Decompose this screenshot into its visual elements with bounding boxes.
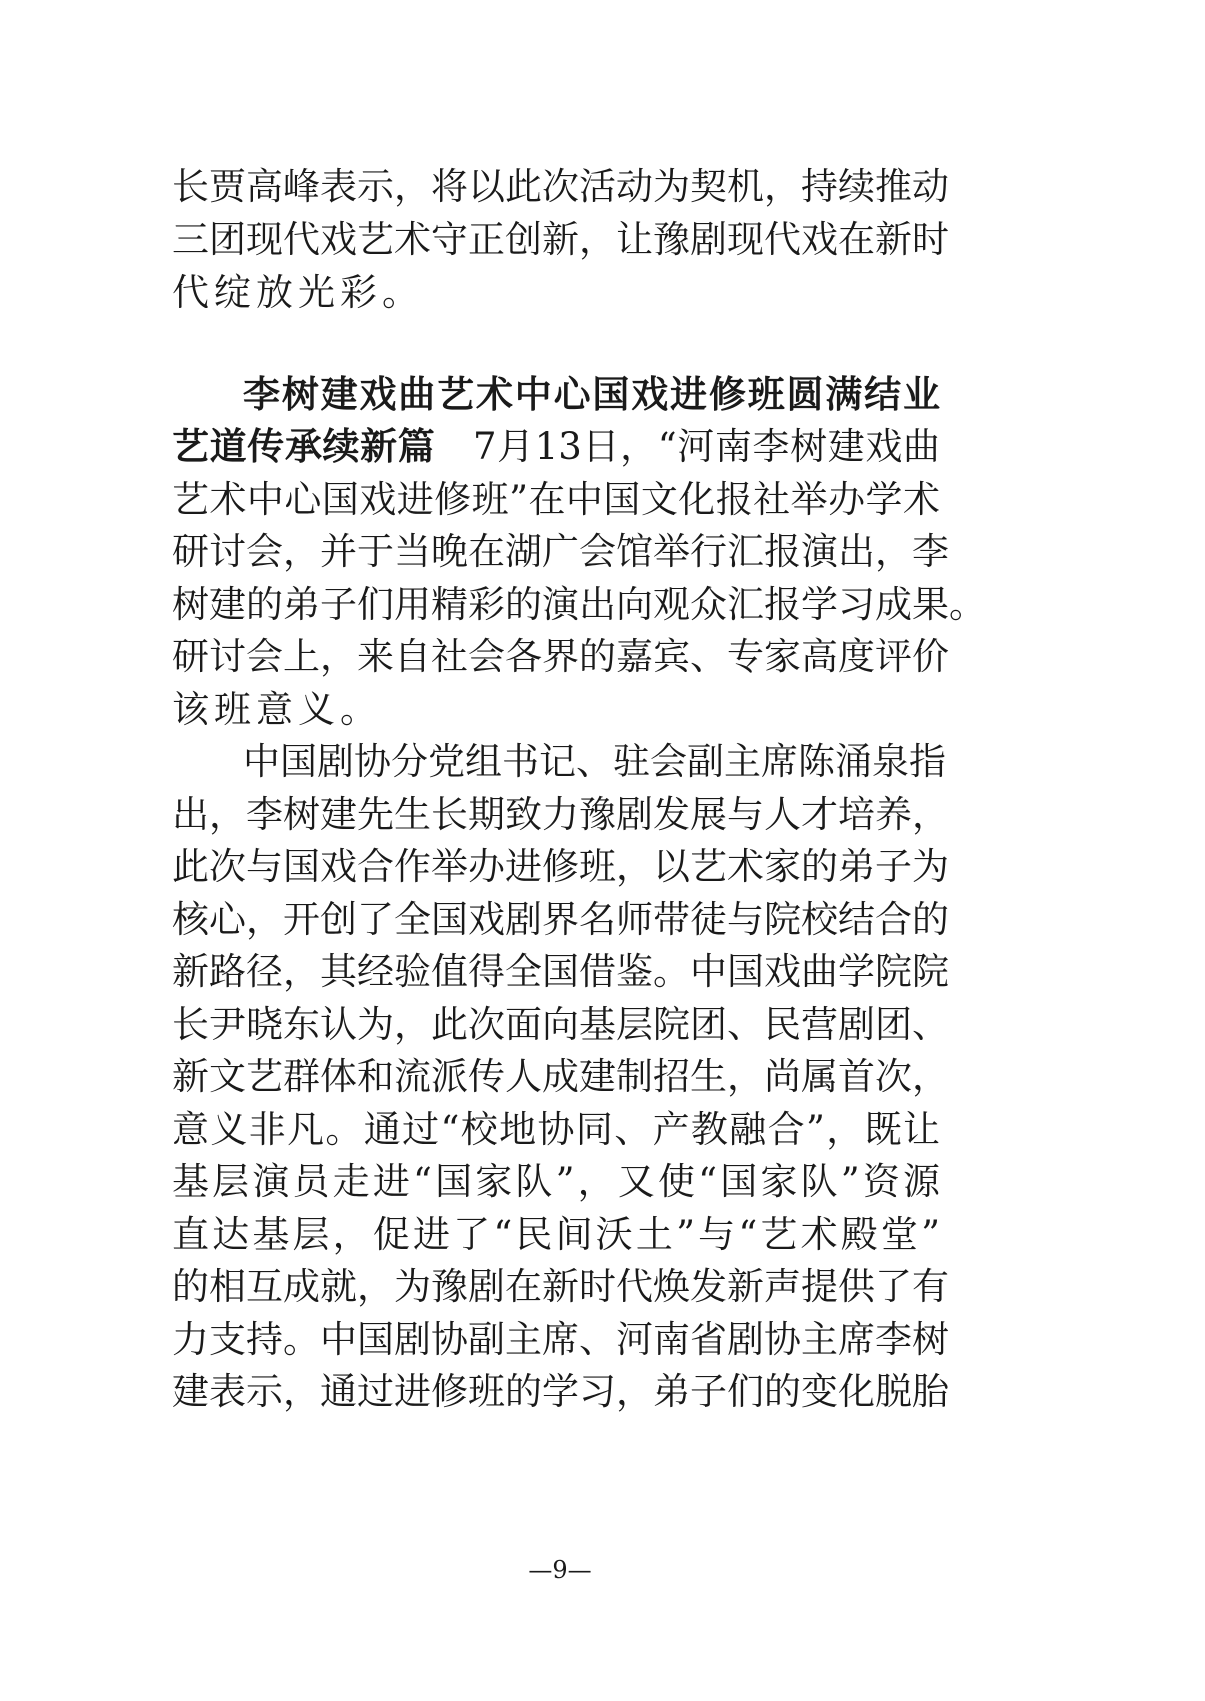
text-line: 新路径，其经验值得全国借鉴。中国戏曲学院院 xyxy=(172,950,949,993)
text-line: 中国剧协分党组书记、驻会副主席陈涌泉指 xyxy=(243,740,946,783)
text-line: 力支持。中国剧协副主席、河南省剧协主席李树 xyxy=(172,1318,949,1361)
text-line: 出，李树建先生长期致力豫剧发展与人才培养， xyxy=(172,793,949,836)
text-run: 7月13日，“河南李树建戏曲 xyxy=(435,425,940,468)
text-line: 艺术中心国戏进修班”在中国文化报社举办学术 xyxy=(172,478,940,521)
article-subheadline: 艺道传承续新篇 xyxy=(172,425,436,468)
text-line: 基层演员走进“国家队”，又使“国家队”资源 xyxy=(172,1160,940,1203)
text-line: 树建的弟子们用精彩的演出向观众汇报学习成果。 xyxy=(172,583,986,626)
text-line: 代绽放光彩。 xyxy=(172,271,424,314)
text-line: 此次与国戏合作举办进修班，以艺术家的弟子为 xyxy=(172,845,949,888)
text-line: 意义非凡。通过“校地协同、产教融合”，既让 xyxy=(172,1108,940,1151)
article-headline: 李树建戏曲艺术中心国戏进修班圆满结业 xyxy=(243,373,940,416)
text-line: 长尹晓东认为，此次面向基层院团、民营剧团、 xyxy=(172,1003,949,1046)
text-line: 新文艺群体和流派传人成建制招生，尚属首次， xyxy=(172,1055,949,1098)
text-line: 研讨会，并于当晚在湖广会馆举行汇报演出，李 xyxy=(172,530,949,573)
text-line: 建表示，通过进修班的学习，弟子们的变化脱胎 xyxy=(172,1370,949,1413)
text-line: 三团现代戏艺术守正创新，让豫剧现代戏在新时 xyxy=(172,218,949,261)
headline-continuation-line xyxy=(172,421,940,473)
text-line: 该班意义。 xyxy=(172,688,382,731)
text-line: 直达基层，促进了“民间沃土”与“艺术殿堂” xyxy=(172,1213,940,1256)
text-line: 长贾高峰表示，将以此次活动为契机，持续推动 xyxy=(172,165,949,208)
text-line: 的相互成就，为豫剧在新时代焕发新声提供了有 xyxy=(172,1265,949,1308)
page-number: —9— xyxy=(528,1556,592,1584)
text-line: 研讨会上，来自社会各界的嘉宾、专家高度评价 xyxy=(172,635,949,678)
text-line: 核心，开创了全国戏剧界名师带徒与院校结合的 xyxy=(172,898,949,941)
